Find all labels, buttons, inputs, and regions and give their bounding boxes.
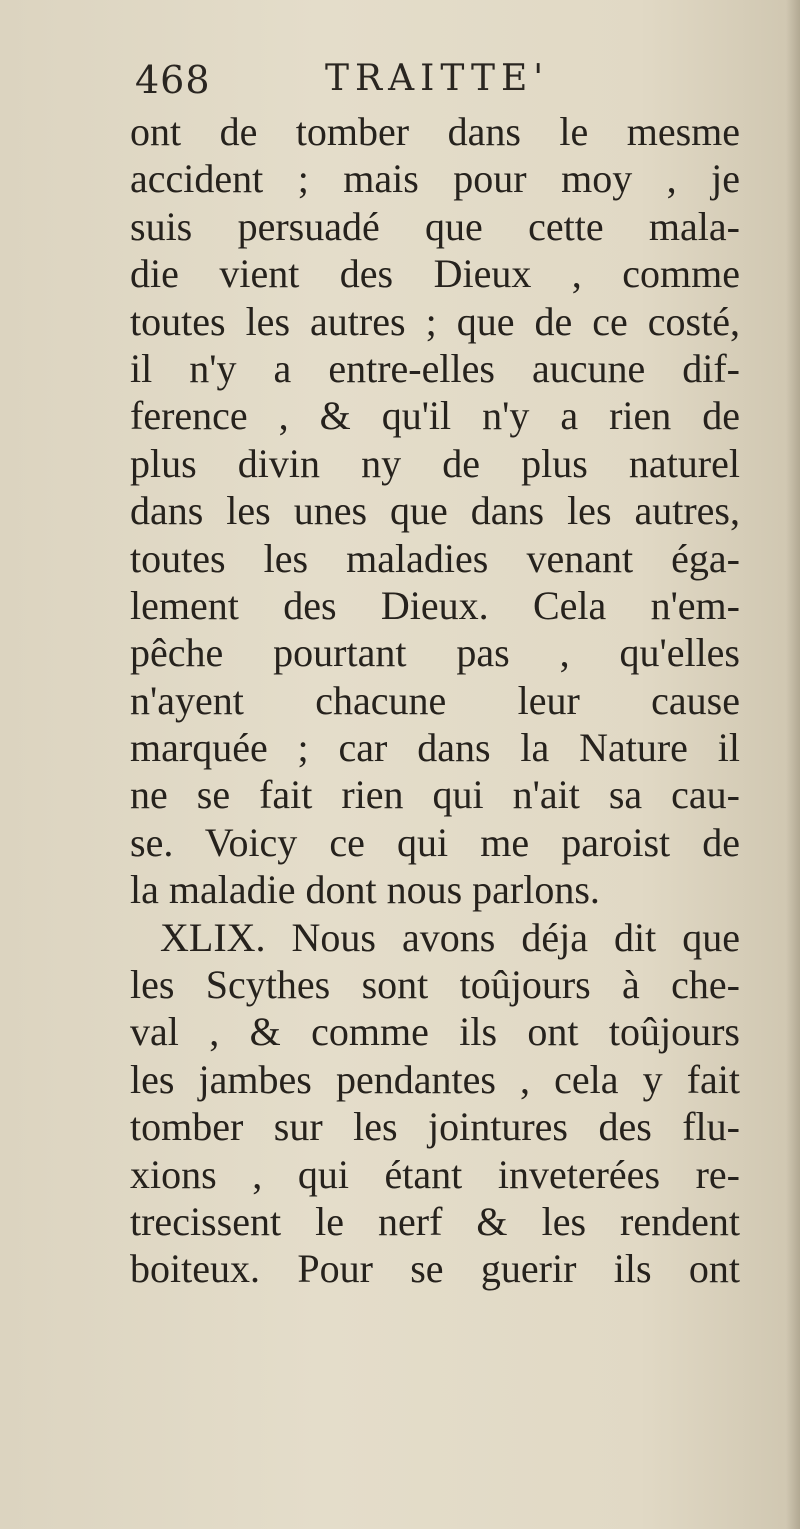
text-line: les Scythes sont toûjours à che-: [130, 962, 740, 1008]
page-number: 468: [135, 58, 211, 102]
text-line: boiteux. Pour se guerir ils ont: [130, 1246, 740, 1292]
text-line: les jambes pendantes , cela y fait: [130, 1056, 740, 1102]
text-line: ont de tomber dans le mesme: [130, 109, 740, 154]
text-line: tomber sur les jointures des flu-: [130, 1104, 740, 1150]
text-line: trecissent le nerf & les rendent: [130, 1198, 740, 1244]
body-text: [130, 108, 740, 1293]
text-line: se. Voicy ce qui me paroist de: [130, 819, 740, 865]
text-line: ne se fait rien qui n'ait sa cau-: [130, 772, 740, 818]
text-line: dans les unes que dans les autres,: [130, 488, 740, 534]
text-line: xions , qui étant inveterées re-: [130, 1151, 740, 1197]
text-line: ference , & qu'il n'y a rien de: [130, 393, 740, 439]
text-line: XLIX. Nous avons déja dit que: [160, 914, 740, 960]
text-line: il n'y a entre-elles aucune dif-: [130, 345, 740, 391]
page-edge-shadow: [786, 0, 800, 1529]
text-line: accident ; mais pour moy , je: [130, 156, 740, 202]
text-line: marquée ; car dans la Nature il: [130, 725, 740, 771]
text-line: la maladie dont nous parlons.: [130, 867, 600, 913]
text-line: n'ayent chacune leur cause: [130, 677, 740, 723]
text-line: suis persuadé que cette mala-: [130, 203, 740, 249]
text-line: pêche pourtant pas , qu'elles: [130, 630, 740, 676]
text-line: toutes les autres ; que de ce costé,: [130, 298, 740, 344]
text-line: val , & comme ils ont toûjours: [130, 1009, 740, 1055]
running-head: [135, 52, 755, 108]
text-line: plus divin ny de plus naturel: [130, 440, 740, 486]
running-title: TRAITTE': [325, 58, 550, 99]
text-line: die vient des Dieux , comme: [130, 251, 740, 297]
text-line: lement des Dieux. Cela n'em-: [130, 582, 740, 628]
text-line: toutes les maladies venant éga-: [130, 535, 740, 581]
